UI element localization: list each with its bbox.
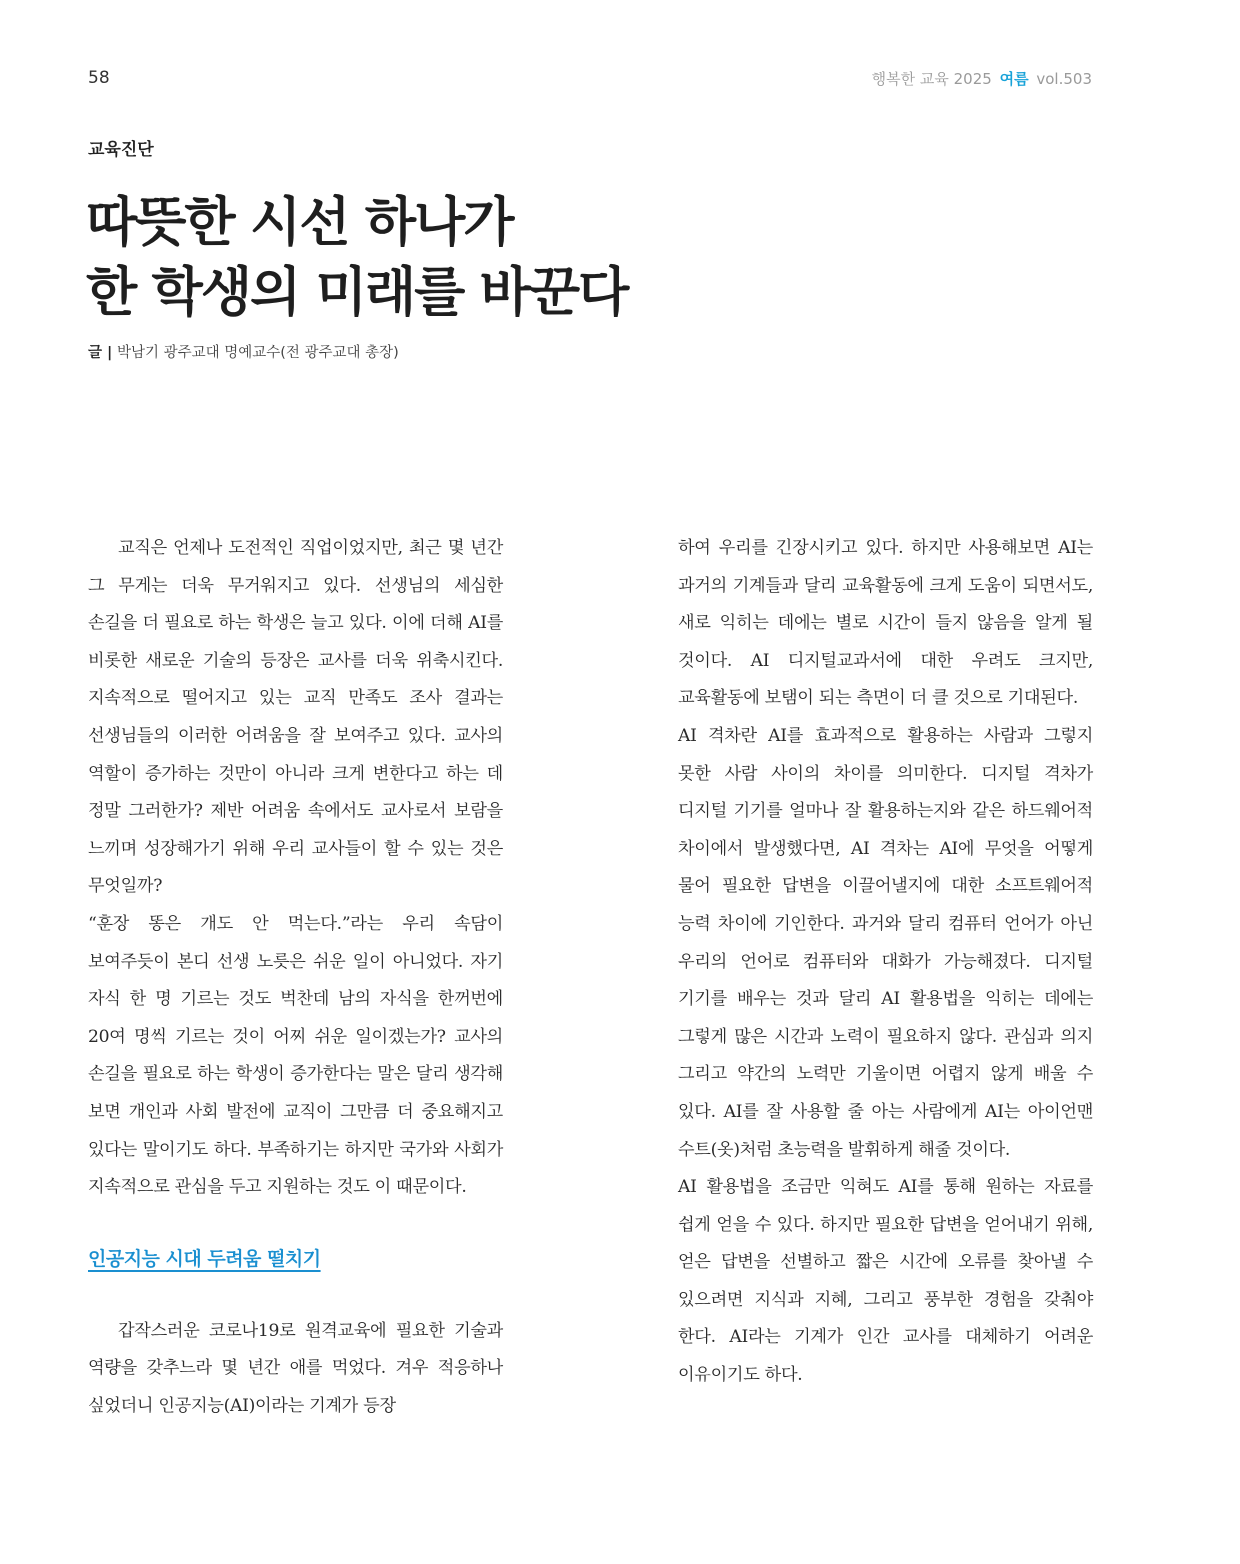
paragraph: AI 활용법을 조금만 익혀도 AI를 통해 원하는 자료를 쉽게 얻을 수 있다. 하지만 필요한 답변을 얻어내기 위해, 얻은 답변을 선별하고 짧은 시간에 오류를 찾아낼 수 있으려면 지식과 지혜, 그리고 풍부한 경험을 갖춰야 한다. AI라는 기계가 인간 교사를 대체하기 어려운 이유이기도 하다.	[678, 1177, 1093, 1386]
title-line-2: 한 학생의 미래를 바꾼다	[86, 262, 628, 323]
article-title	[86, 188, 627, 328]
byline-prefix: 글 |	[88, 345, 113, 361]
title-line-1: 따뜻한 시선 하나가	[86, 192, 513, 253]
paragraph: “훈장 똥은 개도 안 먹는다.”라는 우리 속담이 보여주듯이 본디 선생 노릇은 쉬운 일이 아니었다. 자기 자식 한 명 기르는 것도 벅찬데 남의 자식을 한꺼번에 20여 명씩 기르는 것이 어찌 쉬운 일이겠는가? 교사의 손길을 필요로 하는 학생이 증가한다는 말은 달리 생각해 보면 개인과 사회 발전에 교직이 그만큼 더 중요해지고 있다는 말이기도 하다. 부족하기는 하지만 국가와 사회가 지속적으로 관심을 두고 지원하는 것도 이 때문이다.	[88, 913, 503, 1198]
paragraph: AI 격차란 AI를 효과적으로 활용하는 사람과 그렇지 못한 사람 사이의 차이를 의미한다. 디지털 격차가 디지털 기기를 얼마나 잘 활용하는지와 같은 하드웨어적 차이에서 발생했다면, AI 격차는 AI에 무엇을 어떻게 물어 필요한 답변을 이끌어낼지에 대한 소프트웨어적 능력 차이에 기인한다. 과거와 달리 컴퓨터 언어가 아닌 우리의 언어로 컴퓨터와 대화가 가능해졌다. 디지털 기기를 배우는 것과 달리 AI 활용법을 익히는 데에는 그렇게 많은 시간과 노력이 필요하지 않다. 관심과 의지 그리고 약간의 노력만 기울이면 어렵지 않게 배울 수 있다. AI를 잘 사용할 줄 아는 사람에게 AI는 아이언맨 수트(옷)처럼 초능력을 발휘하게 해줄 것이다.	[678, 725, 1093, 1160]
page-number: 58	[88, 68, 110, 88]
byline	[88, 341, 399, 362]
paragraph: 하여 우리를 긴장시키고 있다. 하지만 사용해보면 AI는 과거의 기계들과 달리 교육활동에 크게 도움이 되면서도, 새로 익히는 데에는 별로 시간이 들지 않음을 알게 될 것이다. AI 디지털교과서에 대한 우려도 크지만, 교육활동에 보탬이 되는 측면이 더 클 것으로 기대된다.	[678, 538, 1093, 709]
volume-number: vol.503	[1036, 70, 1092, 88]
right-column	[678, 530, 1093, 1395]
season-label: 여름	[999, 70, 1029, 88]
masthead	[872, 68, 1092, 89]
magazine-name: 행복한 교육 2025	[871, 70, 992, 88]
section-label: 교육진단	[88, 140, 154, 160]
left-column	[88, 530, 503, 1425]
paragraph: 갑작스러운 코로나19로 원격교육에 필요한 기술과 역량을 갖추느라 몇 년간 애를 먹었다. 겨우 적응하나 싶었더니 인공지능(AI)이라는 기계가 등장	[88, 1320, 503, 1416]
byline-author: 박남기 광주교대 명예교수(전 광주교대 총장)	[116, 345, 399, 361]
subheading: 인공지능 시대 두려움 떨치기	[88, 1247, 321, 1270]
paragraph: 교직은 언제나 도전적인 직업이었지만, 최근 몇 년간 그 무게는 더욱 무거워지고 있다. 선생님의 세심한 손길을 더 필요로 하는 학생은 늘고 있다. 이에 더해 AI를 비롯한 새로운 기술의 등장은 교사를 더욱 위축시킨다. 지속적으로 떨어지고 있는 교직 만족도 조사 결과는 선생님들의 이러한 어려움을 잘 보여주고 있다. 교사의 역할이 증가하는 것만이 아니라 크게 변한다고 하는 데 정말 그러한가? 제반 어려움 속에서도 교사로서 보람을 느끼며 성장해가기 위해 우리 교사들이 할 수 있는 것은 무엇일까?	[88, 538, 503, 897]
